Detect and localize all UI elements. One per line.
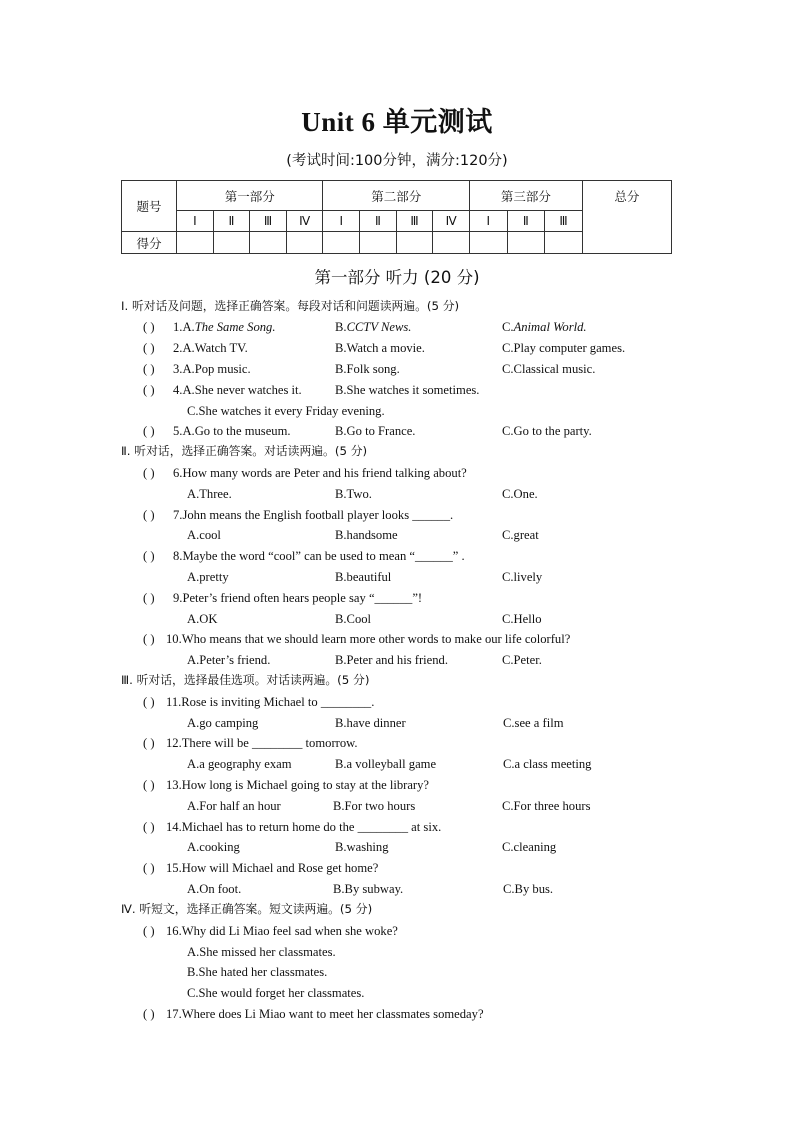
option-c: C.Play computer games. [502, 341, 626, 355]
score-cell[interactable] [433, 232, 470, 254]
answer-blank[interactable]: ( ) [143, 383, 155, 397]
score-cell[interactable] [507, 232, 545, 254]
option-b: B.washing [335, 840, 389, 854]
section-heading: Ⅱ. 听对话，选择正确答案。对话读两遍。(5 分) [121, 444, 368, 458]
question-stem: 1.A.The Same Song. [173, 320, 276, 334]
option-b: B.Peter and his friend. [335, 653, 448, 667]
page-title: Unit 6 单元测试 [301, 107, 493, 137]
option-a: A.Peter’s friend. [187, 653, 271, 667]
question-stem: 2.A.Watch TV. [173, 341, 248, 355]
option-c: C.By bus. [503, 882, 554, 896]
score-cell[interactable] [469, 232, 507, 254]
score-cell[interactable] [323, 232, 360, 254]
option-c: C.Go to the party. [502, 424, 592, 438]
score-cell[interactable] [177, 232, 214, 254]
section-heading: Ⅰ. 听对话及问题，选择正确答案。每段对话和问题读两遍。(5 分) [121, 299, 460, 313]
answer-blank[interactable]: ( ) [143, 424, 155, 438]
part1-col: Ⅰ [177, 211, 214, 232]
answer-blank[interactable]: ( ) [143, 778, 155, 792]
option-b: B.For two hours [333, 799, 416, 813]
question-stem: 17.Where does Li Miao want to meet her classmates someday? [166, 1007, 484, 1021]
part2-col: Ⅰ [323, 211, 360, 232]
score-cell[interactable] [360, 232, 397, 254]
question-stem: 14.Michael has to return home do the ________ at six. [166, 820, 442, 834]
option-b: B.handsome [335, 528, 398, 542]
section-heading: Ⅳ. 听短文，选择正确答案。短文读两遍。(5 分) [121, 902, 373, 916]
part-heading: 第一部分 听力 (20 分) [314, 268, 480, 287]
option-c: C.Peter. [502, 653, 542, 667]
section-heading: Ⅲ. 听对话，选择最佳选项。对话读两遍。(5 分) [121, 673, 370, 687]
option-c: C.great [502, 528, 539, 542]
option-b: B.have dinner [335, 716, 406, 730]
question-stem: 6.How many words are Peter and his friend talking about? [173, 466, 467, 480]
question-stem: 11.Rose is inviting Michael to ________. [166, 695, 375, 709]
answer-blank[interactable]: ( ) [143, 736, 155, 750]
question-stem: 13.How long is Michael going to stay at the library? [166, 778, 430, 792]
option-b: B.a volleyball game [335, 757, 437, 771]
option-c: C.lively [502, 570, 543, 584]
question-stem: 4.A.She never watches it. [173, 383, 302, 397]
question-stem: 3.A.Pop music. [173, 362, 251, 376]
question-stem: 8.Maybe the word “cool” can be used to mean “______” . [173, 549, 465, 563]
option-a: A.cooking [187, 840, 240, 854]
answer-blank[interactable]: ( ) [143, 362, 155, 376]
answer-blank[interactable]: ( ) [143, 1007, 155, 1021]
part1-col: Ⅱ [213, 211, 250, 232]
answer-blank[interactable]: ( ) [143, 861, 155, 875]
score-label: 得分 [122, 232, 177, 254]
part2-col: Ⅲ [396, 211, 433, 232]
answer-blank[interactable]: ( ) [143, 591, 155, 605]
option-c: C.One. [502, 487, 538, 501]
score-cell[interactable] [213, 232, 250, 254]
option-a: A.go camping [187, 716, 259, 730]
option-b: B.beautiful [335, 570, 392, 584]
part2-col: Ⅳ [433, 211, 470, 232]
part1-col: Ⅳ [286, 211, 323, 232]
part2-col: Ⅱ [360, 211, 397, 232]
option-b: B.Folk song. [335, 362, 400, 376]
question-stem: 10.Who means that we should learn more other words to make our life colorful? [166, 632, 571, 646]
option-c: C.Animal World. [502, 320, 587, 334]
question-stem: 16.Why did Li Miao feel sad when she woke? [166, 924, 398, 938]
answer-blank[interactable]: ( ) [143, 508, 155, 522]
option-a: A.She missed her classmates. [187, 945, 336, 959]
part2-header: 第二部分 [323, 181, 469, 211]
option-c: C.a class meeting [503, 757, 592, 771]
option-b: B.She watches it sometimes. [335, 383, 480, 397]
score-cell[interactable] [545, 232, 583, 254]
part3-col: Ⅰ [469, 211, 507, 232]
score-table [121, 180, 672, 254]
option-b: B.Cool [335, 612, 372, 626]
total-header: 总分 [582, 181, 671, 254]
option-c: C.She would forget her classmates. [187, 986, 365, 1000]
exam-info: (考试时间:100分钟，满分:120分) [286, 153, 508, 169]
question-stem: 12.There will be ________ tomorrow. [166, 736, 358, 750]
option-b: B.Go to France. [335, 424, 416, 438]
option-b: B.Two. [335, 487, 372, 501]
option-a: A.Three. [187, 487, 232, 501]
option-c: C.For three hours [502, 799, 591, 813]
question-stem: 15.How will Michael and Rose get home? [166, 861, 379, 875]
answer-blank[interactable]: ( ) [143, 320, 155, 334]
answer-blank[interactable]: ( ) [143, 924, 155, 938]
part1-header: 第一部分 [177, 181, 323, 211]
score-cell[interactable] [396, 232, 433, 254]
part3-header: 第三部分 [469, 181, 582, 211]
question-number-label: 题号 [122, 181, 177, 232]
option-b: B.By subway. [333, 882, 404, 896]
part1-col: Ⅲ [250, 211, 287, 232]
question-stem: 7.John means the English football player looks ______. [173, 508, 454, 522]
part3-col: Ⅱ [507, 211, 545, 232]
option-a: A.On foot. [187, 882, 242, 896]
option-c: C.Classical music. [502, 362, 596, 376]
option-a: A.For half an hour [187, 799, 281, 813]
option-c: C.see a film [503, 716, 564, 730]
question-stem: 9.Peter’s friend often hears people say “______”! [173, 591, 423, 605]
option-a: A.OK [187, 612, 218, 626]
answer-blank[interactable]: ( ) [143, 466, 155, 480]
option-a: A.a geography exam [187, 757, 292, 771]
score-cell[interactable] [286, 232, 323, 254]
answer-blank[interactable]: ( ) [143, 632, 155, 646]
option-c: C.cleaning [502, 840, 557, 854]
option-c: C.Hello [502, 612, 542, 626]
part3-col: Ⅲ [545, 211, 583, 232]
option-a: A.cool [187, 528, 221, 542]
option-b: B.She hated her classmates. [187, 965, 328, 979]
option-b: B.CCTV News. [335, 320, 412, 334]
score-cell[interactable] [250, 232, 287, 254]
answer-blank[interactable]: ( ) [143, 341, 155, 355]
answer-blank[interactable]: ( ) [143, 549, 155, 563]
option-c: C.She watches it every Friday evening. [187, 404, 385, 418]
option-a: A.pretty [187, 570, 229, 584]
option-b: B.Watch a movie. [335, 341, 425, 355]
answer-blank[interactable]: ( ) [143, 820, 155, 834]
question-stem: 5.A.Go to the museum. [173, 424, 291, 438]
answer-blank[interactable]: ( ) [143, 695, 155, 709]
